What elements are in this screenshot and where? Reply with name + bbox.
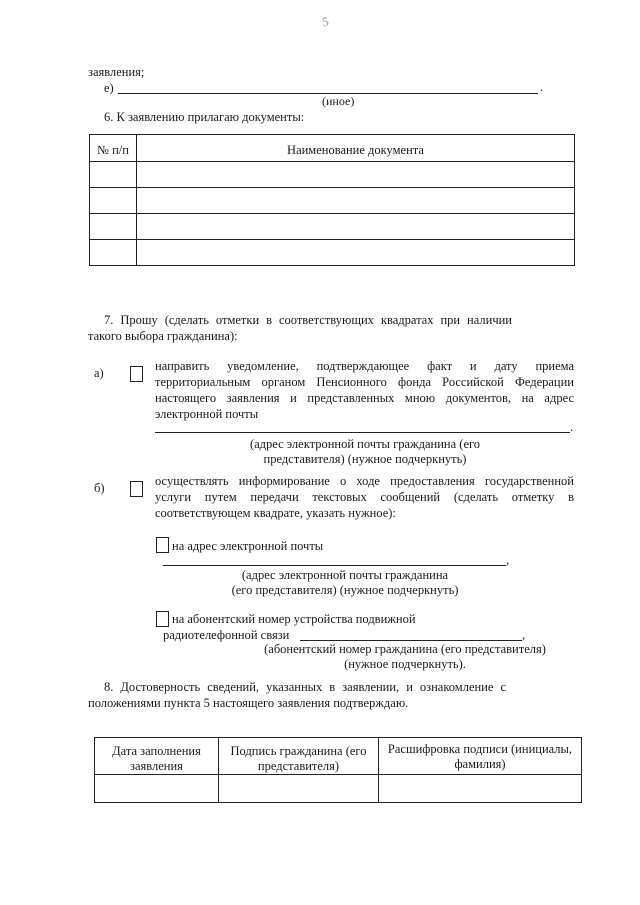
sub-phone-checkbox[interactable]: [156, 611, 169, 627]
documents-table: [89, 134, 575, 266]
sub-email-label: на адрес электронной почты: [172, 539, 324, 553]
table-row: [95, 775, 582, 803]
section7-heading-line1: 7. Прошу (сделать отметки в соответствующих квадратах при наличии: [104, 313, 512, 327]
sub-phone-field[interactable]: [300, 640, 522, 641]
table-cell[interactable]: [90, 162, 137, 188]
section6-heading: 6. К заявлению прилагаю документы:: [104, 110, 305, 124]
option-a-text-line3: настоящего заявления и представленных мною документов, на адрес: [155, 391, 574, 405]
table-cell[interactable]: [90, 188, 137, 214]
option-a-text-line2: территориальным органом Пенсионного фонда Российской Федерации: [155, 375, 574, 389]
signature-cell[interactable]: [219, 775, 379, 803]
table-cell[interactable]: [137, 162, 575, 188]
col-date-header-line1: Дата заполнения: [112, 744, 201, 758]
option-b-text-line3: соответствующем квадрате, указать нужное):: [155, 506, 396, 520]
sub-phone-comma: ,: [522, 628, 526, 642]
sub-phone-label-line2: радиотелефонной связи: [163, 628, 290, 642]
decoding-cell[interactable]: [379, 775, 582, 803]
table-cell[interactable]: [90, 240, 137, 266]
col-date-header: [95, 738, 219, 775]
sub-email-comma: ,: [506, 553, 510, 567]
option-a-text-line4: электронной почты: [155, 407, 259, 421]
section7-heading-line2: такого выбора гражданина):: [88, 329, 238, 343]
col-signature-header: [219, 738, 379, 775]
signature-table: [94, 737, 582, 803]
continuation-text: заявления;: [88, 65, 145, 79]
sub-phone-label-line1: на абонентский номер устройства подвижной: [172, 612, 416, 626]
table-cell[interactable]: [137, 188, 575, 214]
table-row: [90, 214, 575, 240]
section8-line2: положениями пункта 5 настоящего заявления подтверждаю.: [88, 696, 409, 710]
item-e-label: е): [104, 81, 114, 95]
option-b-text-line2: услуги путем передачи текстовых сообщений (сделать отметку в: [155, 490, 574, 504]
option-a-caption-line2: представителя) (нужное подчеркнуть): [263, 452, 467, 466]
col-date-header-line2: заявления: [130, 759, 183, 773]
col-doc-name-header: Наименование документа: [137, 135, 575, 162]
sub-email-caption-line2: (его представителя) (нужное подчеркнуть): [231, 583, 459, 597]
page-number: 5: [320, 13, 330, 30]
table-row: [90, 240, 575, 266]
table-row: [90, 188, 575, 214]
option-a-checkbox[interactable]: [130, 366, 143, 382]
item-e-period: .: [540, 80, 544, 94]
table-row: [90, 162, 575, 188]
option-a-label: а): [94, 366, 104, 380]
table-cell[interactable]: [137, 214, 575, 240]
col-decoding-header: [379, 738, 582, 775]
col-signature-header-line1: Подпись гражданина (его: [230, 744, 367, 758]
table-cell[interactable]: [90, 214, 137, 240]
option-a-caption-line1: (адрес электронной почты гражданина (его: [249, 437, 481, 451]
option-a-text-line1: направить уведомление, подтверждающее факт и дату приема: [155, 359, 574, 373]
item-e-caption: (иное): [322, 94, 355, 108]
col-decoding-header-line2: фамилия): [454, 757, 506, 771]
table-cell[interactable]: [137, 240, 575, 266]
sub-email-field[interactable]: [163, 565, 506, 566]
date-cell[interactable]: [95, 775, 219, 803]
option-b-text-line1: осуществлять информирование о ходе предоставления государственной: [155, 474, 574, 488]
option-a-email-field[interactable]: [155, 432, 570, 433]
option-b-checkbox[interactable]: [130, 481, 143, 497]
col-decoding-header-line1: Расшифровка подписи (инициалы,: [387, 742, 573, 756]
option-a-period: .: [570, 420, 574, 434]
sub-email-caption-line1: (адрес электронной почты гражданина: [241, 568, 449, 582]
sub-email-checkbox[interactable]: [156, 537, 169, 553]
section8-line1: 8. Достоверность сведений, указанных в заявлении, и ознакомление с: [104, 680, 506, 694]
col-num-header: № п/п: [90, 135, 137, 162]
col-signature-header-line2: представителя): [257, 759, 340, 773]
sub-phone-caption-line2: (нужное подчеркнуть).: [344, 657, 466, 671]
sub-phone-caption-line1: (абонентский номер гражданина (его представителя): [264, 642, 546, 656]
option-b-label: б): [94, 481, 105, 495]
